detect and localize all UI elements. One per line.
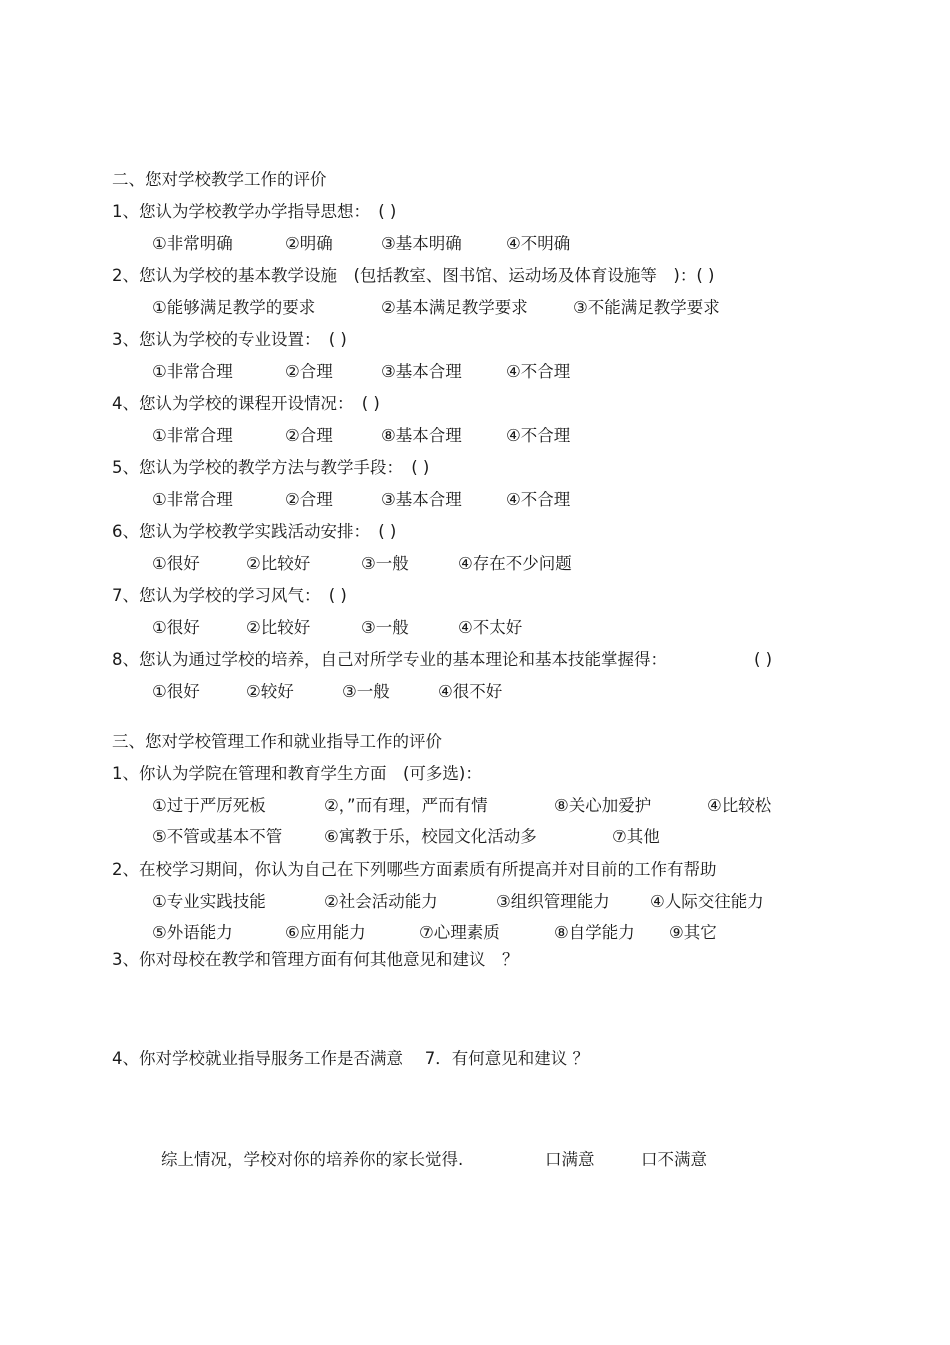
unsatisfied-checkbox[interactable]: 口不满意	[641, 1150, 707, 1169]
option[interactable]: ⑥寓教于乐，校园文化活动多	[324, 827, 537, 846]
option[interactable]: ①非常合理	[152, 426, 233, 445]
option[interactable]: ④人际交往能力	[650, 892, 764, 911]
option[interactable]: ①非常合理	[152, 362, 233, 381]
option[interactable]: ④不太好	[458, 618, 523, 637]
option[interactable]: ②基本满足教学要求	[381, 298, 528, 317]
option[interactable]: ④不明确	[506, 234, 571, 253]
option[interactable]: ⑧关心加爱护	[554, 796, 652, 815]
option[interactable]: ①很好	[152, 618, 200, 637]
option[interactable]: ③基本明确	[381, 234, 462, 253]
question-2-1: 1、您认为学校教学办学指导思想： ( )	[112, 202, 397, 221]
summary-text: 综上情况，学校对你的培养你的家长觉得.	[161, 1150, 464, 1169]
option[interactable]: ③一般	[342, 682, 390, 701]
option[interactable]: ⑤不管或基本不管	[152, 827, 283, 846]
option[interactable]: ④存在不少问题	[458, 554, 572, 573]
option[interactable]: ②，”而有理，严而有情	[324, 796, 488, 815]
option[interactable]: ③一般	[361, 618, 409, 637]
option[interactable]: ②合理	[285, 426, 333, 445]
option[interactable]: ③组织管理能力	[496, 892, 610, 911]
question-2-6: 6、您认为学校教学实践活动安排： ( )	[112, 522, 397, 541]
option[interactable]: ①非常合理	[152, 490, 233, 509]
section3-heading: 三、您对学校管理工作和就业指导工作的评价	[112, 732, 442, 751]
question-3-4: 4、你对学校就业指导服务工作是否满意 7．有何意见和建议 ？	[112, 1049, 589, 1068]
question-2-3: 3、您认为学校的专业设置： ( )	[112, 330, 347, 349]
option[interactable]: ③一般	[361, 554, 409, 573]
option[interactable]: ②社会活动能力	[324, 892, 438, 911]
option[interactable]: ④比较松	[707, 796, 772, 815]
question-2-7: 7、您认为学校的学习风气： ( )	[112, 586, 347, 605]
option[interactable]: ②合理	[285, 490, 333, 509]
option[interactable]: ③基本合理	[381, 490, 462, 509]
option[interactable]: ⑥应用能力	[285, 923, 366, 942]
question-2-8: 8、您认为通过学校的培养，自己对所学专业的基本理论和基本技能掌握得：	[112, 650, 667, 669]
section2-heading: 二、您对学校教学工作的评价	[112, 170, 327, 189]
option[interactable]: ②比较好	[246, 554, 311, 573]
option[interactable]: ③不能满足教学要求	[573, 298, 720, 317]
question-2-5: 5、您认为学校的教学方法与教学手段： ( )	[112, 458, 430, 477]
question-3-2: 2、在校学习期间，你认为自己在下列哪些方面素质有所提高并对目前的工作有帮助	[112, 860, 717, 879]
option[interactable]: ①专业实践技能	[152, 892, 266, 911]
option[interactable]: ②明确	[285, 234, 333, 253]
option[interactable]: ④不合理	[506, 426, 571, 445]
answer-blank[interactable]: ( )	[754, 650, 773, 669]
question-2-4: 4、您认为学校的课程开设情况： ( )	[112, 394, 380, 413]
option[interactable]: ④很不好	[438, 682, 503, 701]
option[interactable]: ③基本合理	[381, 362, 462, 381]
option[interactable]: ②比较好	[246, 618, 311, 637]
satisfied-checkbox[interactable]: 口满意	[545, 1150, 595, 1169]
option[interactable]: ①很好	[152, 554, 200, 573]
question-3-1: 1、你认为学院在管理和教育学生方面 (可多选)：	[112, 764, 482, 783]
option[interactable]: ①很好	[152, 682, 200, 701]
option[interactable]: ②较好	[246, 682, 294, 701]
question-2-2: 2、您认为学校的基本教学设施 (包括教室、图书馆、运动场及体育设施等 )：( )	[112, 266, 715, 285]
option[interactable]: ②合理	[285, 362, 333, 381]
option[interactable]: ④不合理	[506, 490, 571, 509]
option[interactable]: ⑨其它	[669, 923, 717, 942]
option[interactable]: ⑧自学能力	[554, 923, 635, 942]
question-3-3: 3、你对母校在教学和管理方面有何其他意见和建议 ？	[112, 950, 519, 969]
option[interactable]: ①能够满足教学的要求	[152, 298, 316, 317]
option[interactable]: ①非常明确	[152, 234, 233, 253]
option[interactable]: ⑧基本合理	[381, 426, 462, 445]
option[interactable]: ⑦心理素质	[419, 923, 500, 942]
option[interactable]: ④不合理	[506, 362, 571, 381]
option[interactable]: ⑦其他	[612, 827, 660, 846]
option[interactable]: ①过于严厉死板	[152, 796, 266, 815]
option[interactable]: ⑤外语能力	[152, 923, 233, 942]
